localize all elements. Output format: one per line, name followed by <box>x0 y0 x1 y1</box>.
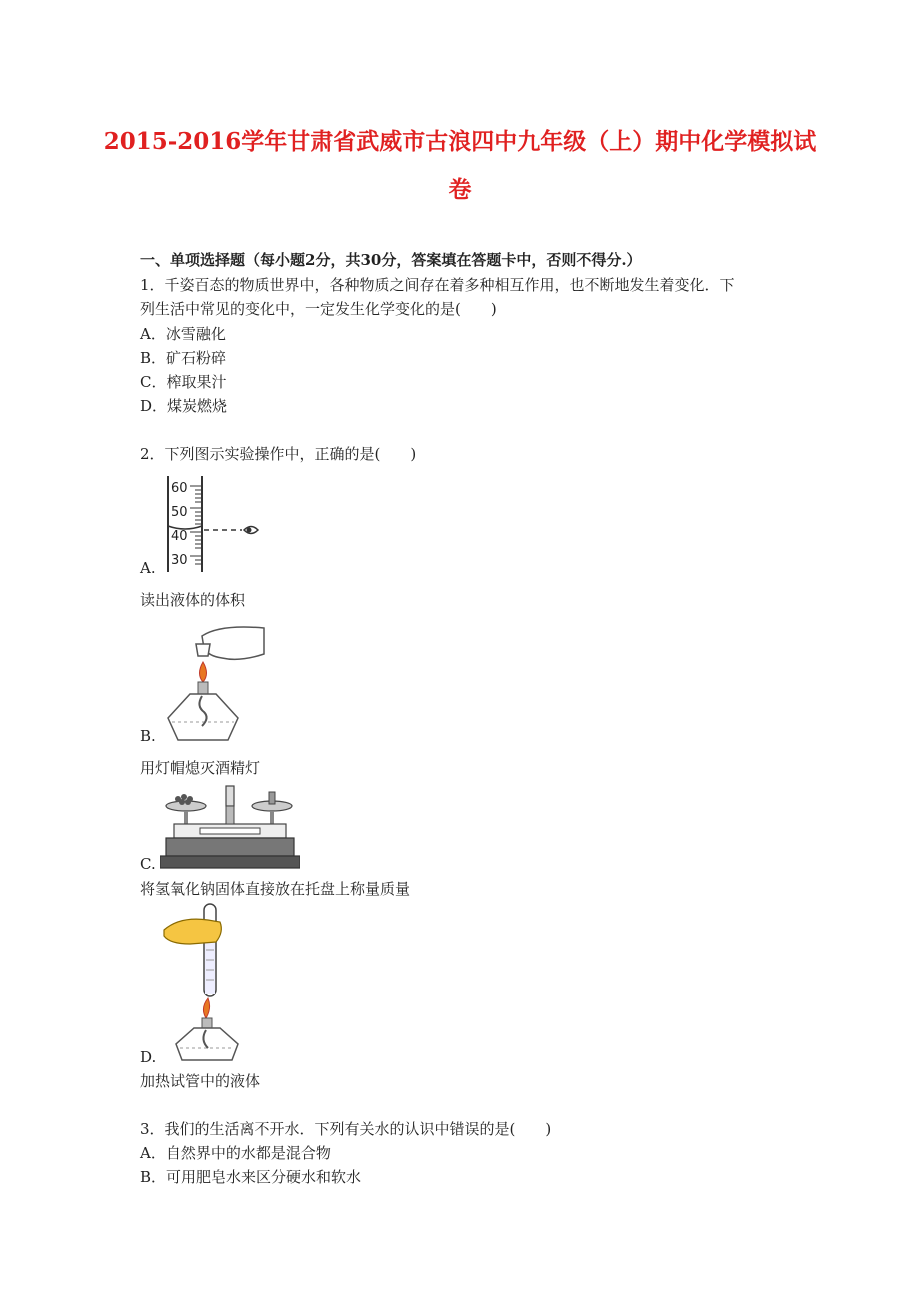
question-1-option-d: D．煤炭燃烧 <box>140 397 228 415</box>
cylinder-scale-label: 50 <box>171 505 188 520</box>
question-2-stem: 2．下列图示实验操作中，正确的是( ) <box>140 445 417 463</box>
alcohol-lamp-icon <box>168 694 238 740</box>
hand-icon <box>164 919 221 944</box>
question-1-option-b: B．矿石粉碎 <box>140 349 227 367</box>
question-2-option-b-caption: 用灯帽熄灭酒精灯 <box>140 759 261 777</box>
balance-scale-figure <box>160 784 300 874</box>
alcohol-lamp-icon <box>176 1028 238 1060</box>
question-2-option-c-letter: C. <box>140 855 156 873</box>
question-3-stem: 3．我们的生活离不开水．下列有关水的认识中错误的是( ) <box>140 1120 552 1138</box>
flame-icon <box>203 998 209 1018</box>
lamp-cap-icon <box>196 644 210 656</box>
question-2-option-d-caption: 加热试管中的液体 <box>140 1072 261 1090</box>
question-3-option-a: A．自然界中的水都是混合物 <box>140 1144 331 1162</box>
flame-icon <box>200 662 207 682</box>
question-2-option-c-caption: 将氢氧化钠固体直接放在托盘上称量质量 <box>140 880 411 898</box>
hand-icon <box>202 627 264 659</box>
heating-test-tube-figure <box>160 902 250 1062</box>
alcohol-lamp-figure <box>160 622 270 747</box>
question-1-option-c: C．榨取果汁 <box>140 373 227 391</box>
question-1-option-a: A．冰雪融化 <box>140 325 226 343</box>
cylinder-scale-label: 40 <box>171 529 188 544</box>
cylinder-scale-label: 60 <box>171 481 188 496</box>
document-title-line2: 卷 <box>448 176 472 203</box>
question-2-option-d-letter: D. <box>140 1048 157 1066</box>
question-2-option-b-letter: B. <box>140 727 156 745</box>
document-title-line1: 2015-2016学年甘肃省武威市古浪四中九年级（上）期中化学模拟试 <box>103 128 817 155</box>
question-1-stem-line2: 列生活中常见的变化中，一定发生化学变化的是( ) <box>140 300 497 318</box>
question-3-option-b: B．可用肥皂水来区分硬水和软水 <box>140 1168 362 1186</box>
question-1-stem-line1: 1．千姿百态的物质世界中，各种物质之间存在着多种相互作用，也不断地发生着变化．下 <box>140 276 735 294</box>
question-2-option-a-caption: 读出液体的体积 <box>140 591 246 609</box>
cylinder-scale-label: 30 <box>171 553 188 568</box>
section-heading: 一、单项选择题（每小题2分，共30分，答案填在答题卡中，否则不得分.） <box>140 251 642 269</box>
question-2-option-a-letter: A. <box>140 559 156 577</box>
graduated-cylinder-figure <box>160 474 270 574</box>
